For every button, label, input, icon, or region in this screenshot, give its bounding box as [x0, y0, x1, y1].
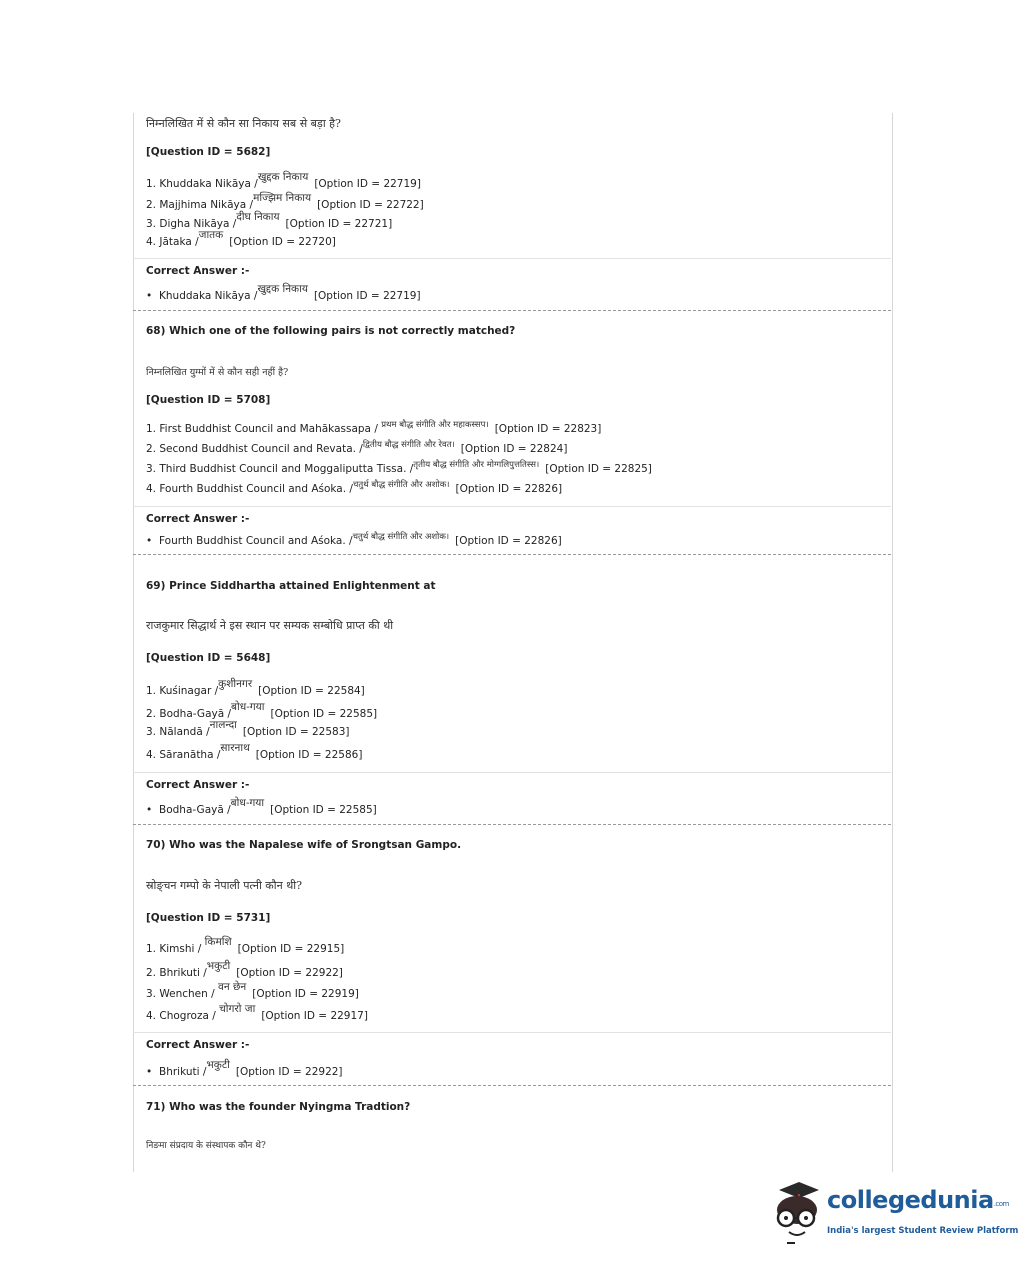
q70-option-3: 3. Wenchen / वन छेन[Option ID = 22919]: [146, 981, 359, 1000]
q67-option-1: 1. Khuddaka Nikāya /खुद्दक निकाय[Option ID = 22719]: [146, 171, 421, 190]
q68-option-1: 1. First Buddhist Council and Mahākassapa / $^{प्रथम बौद्ध संगीति और महाकस्सप।}$ [Option ID = 22823]: [146, 420, 602, 435]
q69-question: 69) Prince Siddhartha attained Enlightenment at: [146, 580, 436, 592]
q69-option-2: 2. Bodha-Gayā /बोध-गया[Option ID = 22585]: [146, 701, 378, 720]
q68-option-2: 2. Second Buddhist Council and Revata. /$^{द्वितीय बौद्ध संगीति और रेवत।}$ [Option ID = 22824]: [146, 440, 568, 455]
q69-option-3: 3. Nālandā /नालन्दा[Option ID = 22583]: [146, 719, 350, 738]
student-mascot-icon: [767, 1180, 827, 1246]
divider: [133, 772, 891, 773]
q68-correct-answer: • Fourth Buddhist Council and Aśoka. /$^{चतुर्थ बौद्ध संगीति और अशोक।}$ [Option ID = 22826]: [146, 532, 562, 547]
q68-correct-answer-label: Correct Answer :-: [146, 513, 250, 525]
q69-hindi-question: राजकुमार सिद्धार्थ ने इस स्थान पर सम्यक सम्बोधि प्राप्त की थी: [146, 619, 394, 632]
q69-correct-answer: • Bodha-Gayā /बोध-गया[Option ID = 22585]: [146, 797, 377, 816]
q68-question: 68) Which one of the following pairs is not correctly matched?: [146, 325, 516, 337]
logo-wordmark: collegedunia.com: [827, 1186, 1009, 1214]
q67-correct-answer: • Khuddaka Nikāya /खुद्दक निकाय[Option ID = 22719]: [146, 283, 421, 302]
q68-option-3: 3. Third Buddhist Council and Moggaliputta Tissa. /$^{तृतीय बौद्ध संगीति और मोग्गलिपुत्ततिस्स।}$ [Option ID = 22825]: [146, 460, 652, 475]
question-separator: [133, 554, 891, 555]
q70-option-4: 4. Chogroza / चोगरो जा[Option ID = 22917]: [146, 1003, 368, 1022]
q71-question: 71) Who was the founder Nyingma Tradtion?: [146, 1101, 411, 1113]
q69-option-1: 1. Kuśinagar /कुशीनगर[Option ID = 22584]: [146, 678, 365, 697]
q67-question-id: [Question ID = 5682]: [146, 146, 271, 158]
q71-hindi-question: निङमा संप्रदाय के संस्थापक कौन थे?: [146, 1141, 266, 1151]
q67-option-2: 2. Majjhima Nikāya /मज्झिम निकाय[Option ID = 22722]: [146, 192, 424, 211]
q67-hindi-question: निम्नलिखित में से कौन सा निकाय सब से बड़ा है?: [146, 117, 341, 130]
q68-question-id: [Question ID = 5708]: [146, 394, 271, 406]
divider: [133, 1032, 891, 1033]
question-separator: [133, 310, 891, 311]
q70-option-1: 1. Kimshi / किमशि[Option ID = 22915]: [146, 936, 345, 955]
q67-option-3: 3. Digha Nikāya /दीघ निकाय[Option ID = 22721]: [146, 211, 393, 230]
q67-correct-answer-label: Correct Answer :-: [146, 265, 250, 277]
divider: [133, 258, 891, 259]
q70-option-2: 2. Bhrikuti /भकुटी[Option ID = 22922]: [146, 960, 343, 979]
collegedunia-logo: [767, 1180, 1019, 1250]
q68-option-4: 4. Fourth Buddhist Council and Aśoka. /$^{चतुर्थ बौद्ध संगीति और अशोक।}$ [Option ID = 22826]: [146, 480, 563, 495]
question-separator: [133, 1085, 891, 1086]
q70-correct-answer-label: Correct Answer :-: [146, 1039, 250, 1051]
q69-correct-answer-label: Correct Answer :-: [146, 779, 250, 791]
q70-question-id: [Question ID = 5731]: [146, 912, 271, 924]
q69-option-4: 4. Sāranātha /सारनाथ[Option ID = 22586]: [146, 742, 363, 761]
q70-correct-answer: • Bhrikuti /भकुटी[Option ID = 22922]: [146, 1059, 343, 1078]
divider: [133, 506, 891, 507]
q68-hindi-question: निम्नलिखित युग्मों में से कौन सही नहीं है?: [146, 367, 289, 378]
q70-hindi-question: स्रोङ्चन गम्पो के नेपाली पत्नी कौन थी?: [146, 879, 302, 892]
q69-question-id: [Question ID = 5648]: [146, 652, 271, 664]
q67-option-4: 4. Jātaka /जातक[Option ID = 22720]: [146, 229, 336, 248]
q70-question: 70) Who was the Napalese wife of Srongtsan Gampo.: [146, 839, 462, 851]
question-separator: [133, 824, 891, 825]
logo-tagline: India's largest Student Review Platform: [827, 1226, 1019, 1236]
